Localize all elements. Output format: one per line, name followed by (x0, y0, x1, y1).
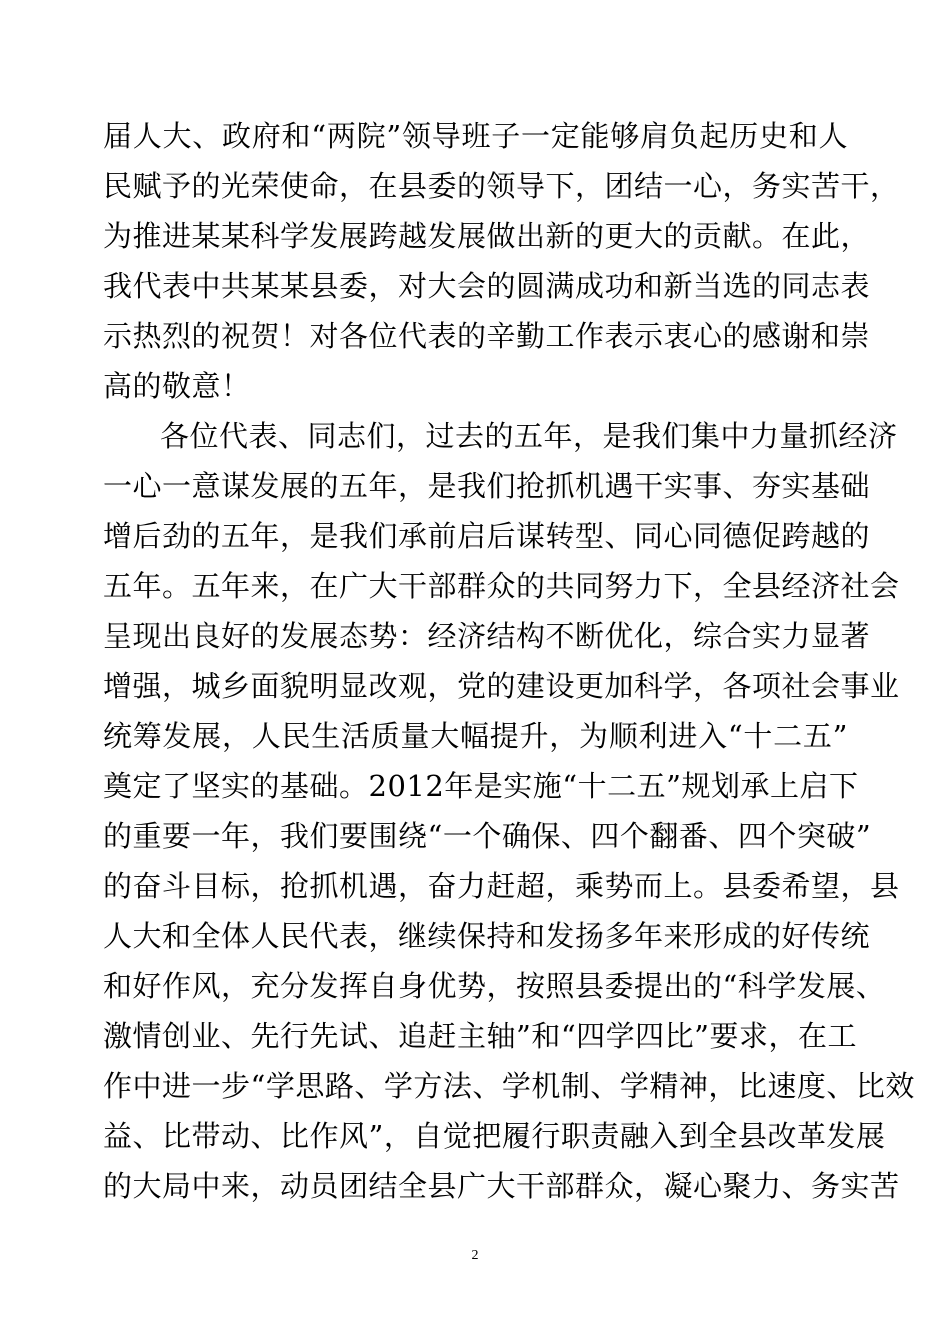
text-line: 五年。五年来，在广大干部群众的共同努力下，全县经济社会 (103, 569, 900, 603)
text-line: 民赋予的光荣使命，在县委的领导下，团结一心，务实苦干， (103, 169, 900, 203)
text-line: 统筹发展，人民生活质量大幅提升，为顺利进入“十二五” (103, 719, 848, 753)
text-line: 我代表中共某某县委，对大会的圆满成功和新当选的同志表 (103, 269, 871, 303)
text-line: 奠定了坚实的基础。2012年是实施“十二五”规划承上启下 (103, 769, 859, 803)
text-line: 高的敬意！ (103, 369, 251, 403)
text-line: 人大和全体人民代表，继续保持和发扬多年来形成的好传统 (103, 919, 871, 953)
text-line: 益、比带动、比作风”，自觉把履行职责融入到全县改革发展 (103, 1119, 886, 1153)
text-line: 的重要一年，我们要围绕“一个确保、四个翻番、四个突破” (103, 819, 872, 853)
text-line: 各位代表、同志们，过去的五年，是我们集中力量抓经济 (160, 419, 898, 453)
text-line: 增后劲的五年，是我们承前启后谋转型、同心同德促跨越的 (103, 519, 871, 553)
page-number: 2 (471, 1248, 479, 1263)
text-line: 增强，城乡面貌明显改观，党的建设更加科学，各项社会事业 (103, 669, 900, 703)
text-line: 作中进一步“学思路、学方法、学机制、学精神，比速度、比效 (103, 1069, 915, 1103)
text-line: 呈现出良好的发展态势：经济结构不断优化，综合实力显著 (103, 619, 871, 653)
text-line: 激情创业、先行先试、追赶主轴”和“四学四比”要求，在工 (103, 1019, 857, 1053)
text-line: 示热烈的祝贺！对各位代表的辛勤工作表示衷心的感谢和崇 (103, 319, 871, 353)
text-line: 的奋斗目标，抢抓机遇，奋力赶超，乘势而上。县委希望，县 (103, 869, 900, 903)
text-line: 届人大、政府和“两院”领导班子一定能够肩负起历史和人 (103, 119, 848, 153)
text-line: 的大局中来，动员团结全县广大干部群众，凝心聚力、务实苦 (103, 1169, 900, 1203)
text-line: 和好作风，充分发挥自身优势，按照县委提出的“科学发展、 (103, 969, 886, 1003)
text-line: 为推进某某科学发展跨越发展做出新的更大的贡献。在此， (103, 219, 871, 253)
text-line: 一心一意谋发展的五年，是我们抢抓机遇干实事、夯实基础 (103, 469, 871, 503)
